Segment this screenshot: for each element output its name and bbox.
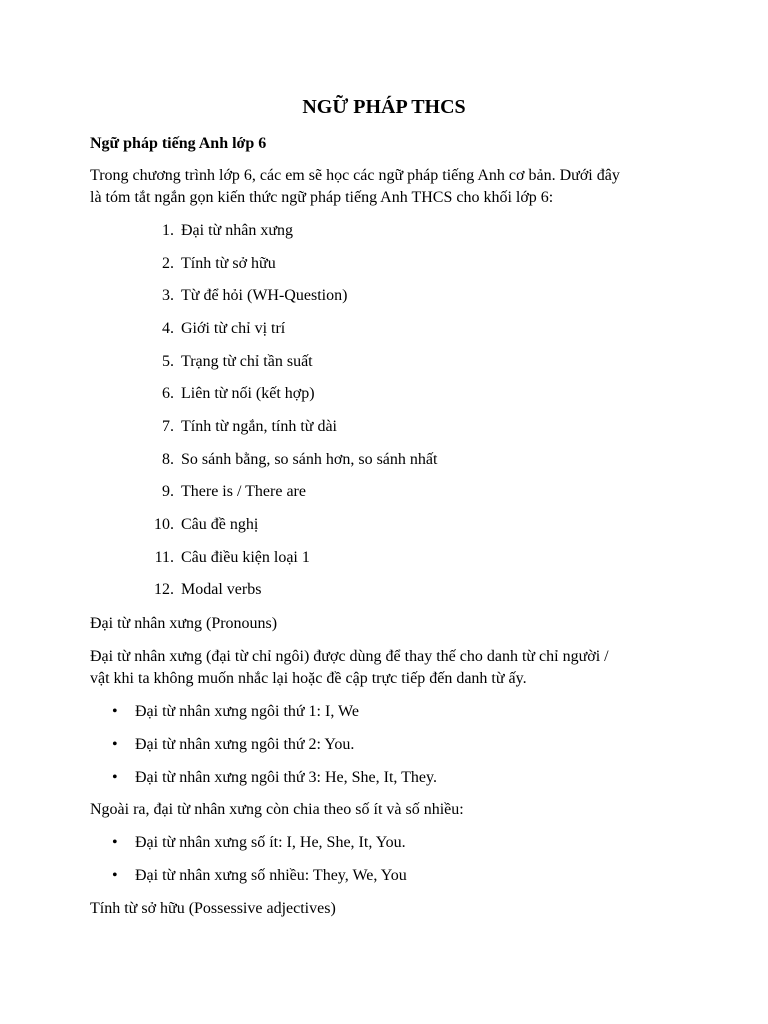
list-item-number: 3.: [162, 287, 174, 304]
list-item-text: Đại từ nhân xưng: [181, 222, 293, 239]
list-item-number: 9.: [162, 483, 174, 500]
list-item-number: 2.: [162, 255, 174, 272]
pronouns-description-line-1: Đại từ nhân xưng (đại từ chỉ ngôi) được dùng để thay thế cho danh từ chỉ người /: [90, 648, 609, 665]
page-title: NGỮ PHÁP THCS: [302, 96, 466, 118]
bullet-icon: •: [112, 867, 118, 884]
list-item-text: There is / There are: [181, 483, 306, 500]
list-item-text: Đại từ nhân xưng số ít: I, He, She, It, You.: [135, 834, 406, 851]
list-item-text: Đại từ nhân xưng ngôi thứ 1: I, We: [135, 703, 359, 720]
list-item-number: 1.: [162, 222, 174, 239]
list-item-number: 7.: [162, 418, 174, 435]
possessive-heading: Tính từ sở hữu (Possessive adjectives): [90, 900, 336, 917]
number-intro: Ngoài ra, đại từ nhân xưng còn chia theo số ít và số nhiều:: [90, 801, 464, 818]
intro-line-2: là tóm tắt ngắn gọn kiến thức ngữ pháp tiếng Anh THCS cho khối lớp 6:: [90, 189, 554, 206]
pronouns-description-line-2: vật khi ta không muốn nhắc lại hoặc đề cập trực tiếp đến danh từ ấy.: [90, 670, 527, 687]
section-subtitle: Ngữ pháp tiếng Anh lớp 6: [90, 135, 267, 152]
list-item-text: Câu điều kiện loại 1: [181, 549, 310, 566]
intro-line-1: Trong chương trình lớp 6, các em sẽ học các ngữ pháp tiếng Anh cơ bản. Dưới đây: [90, 167, 620, 184]
list-item-text: Trạng từ chỉ tần suất: [181, 353, 313, 370]
list-item-text: Tính từ sở hữu: [181, 255, 276, 272]
list-item-text: Đại từ nhân xưng số nhiều: They, We, You: [135, 867, 407, 884]
list-item-text: Liên từ nối (kết hợp): [181, 385, 315, 402]
list-item-text: Tính từ ngắn, tính từ dài: [181, 418, 337, 435]
bullet-icon: •: [112, 769, 118, 786]
list-item-text: Modal verbs: [181, 581, 262, 598]
bullet-icon: •: [112, 703, 118, 720]
list-item-text: Từ để hỏi (WH-Question): [181, 287, 348, 304]
bullet-icon: •: [112, 834, 118, 851]
list-item-number: 6.: [162, 385, 174, 402]
list-item-number: 10.: [154, 516, 174, 533]
list-item-text: Đại từ nhân xưng ngôi thứ 3: He, She, It, They.: [135, 769, 437, 786]
list-item-number: 5.: [162, 353, 174, 370]
list-item-text: Giới từ chỉ vị trí: [181, 320, 286, 337]
list-item-text: So sánh bằng, so sánh hơn, so sánh nhất: [181, 451, 438, 468]
pronouns-heading: Đại từ nhân xưng (Pronouns): [90, 615, 278, 632]
list-item-number: 4.: [162, 320, 174, 337]
list-item-text: Đại từ nhân xưng ngôi thứ 2: You.: [135, 736, 355, 753]
list-item-number: 12.: [154, 581, 174, 598]
list-item-text: Câu đề nghị: [181, 516, 259, 533]
list-item-number: 11.: [154, 549, 174, 566]
bullet-icon: •: [112, 736, 118, 753]
list-item-number: 8.: [162, 451, 174, 468]
